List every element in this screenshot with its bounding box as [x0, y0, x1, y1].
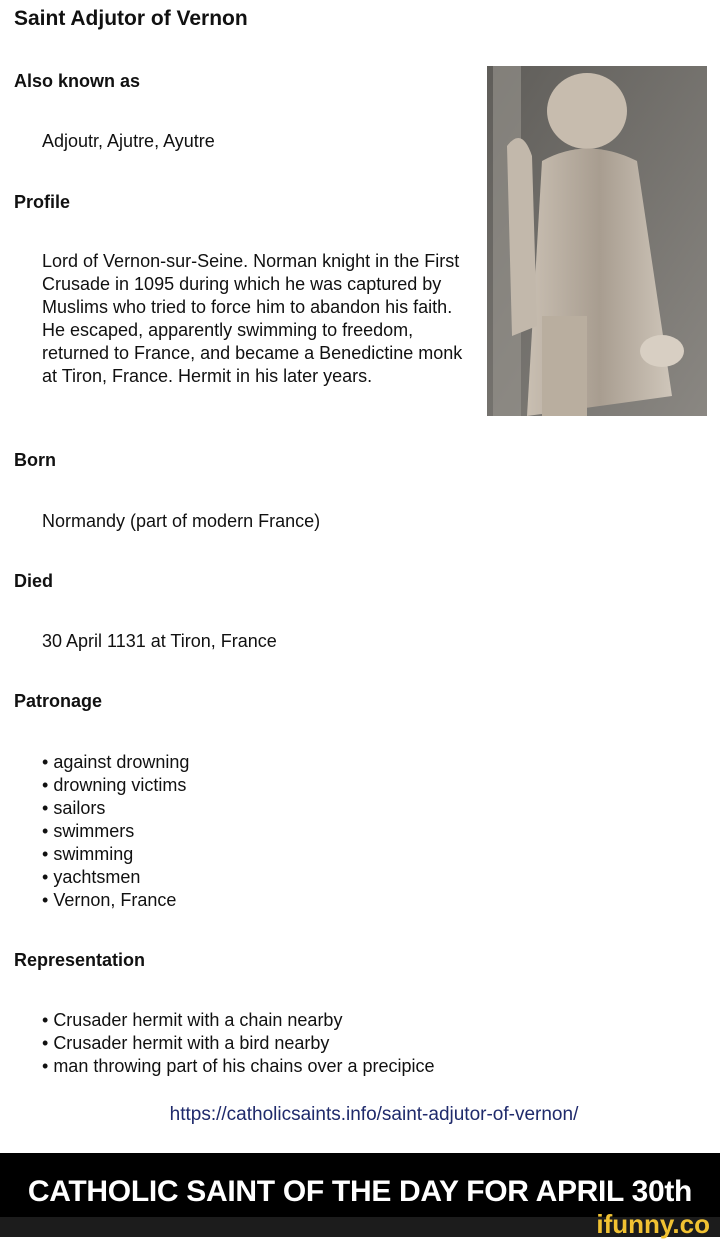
- heading-profile: Profile: [14, 192, 71, 212]
- list-item: • against drowning: [42, 751, 189, 774]
- heading-patronage: Patronage: [14, 691, 103, 711]
- died-text: 30 April 1131 at Tiron, France: [42, 631, 277, 651]
- saint-statue-image: [487, 66, 707, 416]
- source-link[interactable]: https://catholicsaints.info/saint-adjutor-of-vernon/: [169, 1104, 579, 1125]
- heading-also-known-as: Also known as: [14, 71, 141, 91]
- list-item: • drowning victims: [42, 774, 189, 797]
- also-known-as-text: Adjoutr, Ajutre, Ayutre: [42, 131, 215, 151]
- list-item: • swimmers: [42, 820, 189, 843]
- list-item: • yachtsmen: [42, 866, 189, 889]
- heading-died: Died: [14, 571, 54, 591]
- born-text: Normandy (part of modern France): [42, 511, 321, 531]
- list-item: • Crusader hermit with a chain nearby: [42, 1009, 435, 1032]
- list-item: • man throwing part of his chains over a precipice: [42, 1055, 435, 1078]
- page-title: Saint Adjutor of Vernon: [14, 7, 248, 30]
- heading-representation: Representation: [14, 950, 146, 970]
- list-item: • sailors: [42, 797, 189, 820]
- caption-banner: CATHOLIC SAINT OF THE DAY FOR APRIL 30th: [0, 1153, 720, 1217]
- list-item: • swimming: [42, 843, 189, 866]
- list-item: • Crusader hermit with a bird nearby: [42, 1032, 435, 1055]
- profile-text: Lord of Vernon-sur-Seine. Norman knight in the First Crusade in 1095 during which he was captured by Muslims who tried to force him to abandon his faith. He escaped, apparently swimming to freedom, returned to France, and became a Benedictine monk at Tiron, France. Hermit in his later years.: [42, 251, 463, 386]
- list-item: • Vernon, France: [42, 889, 189, 912]
- ifunny-watermark-logo: ifunny.co: [596, 1209, 710, 1239]
- representation-list: [42, 1009, 435, 1078]
- patronage-list: [42, 751, 189, 912]
- heading-born: Born: [14, 450, 56, 470]
